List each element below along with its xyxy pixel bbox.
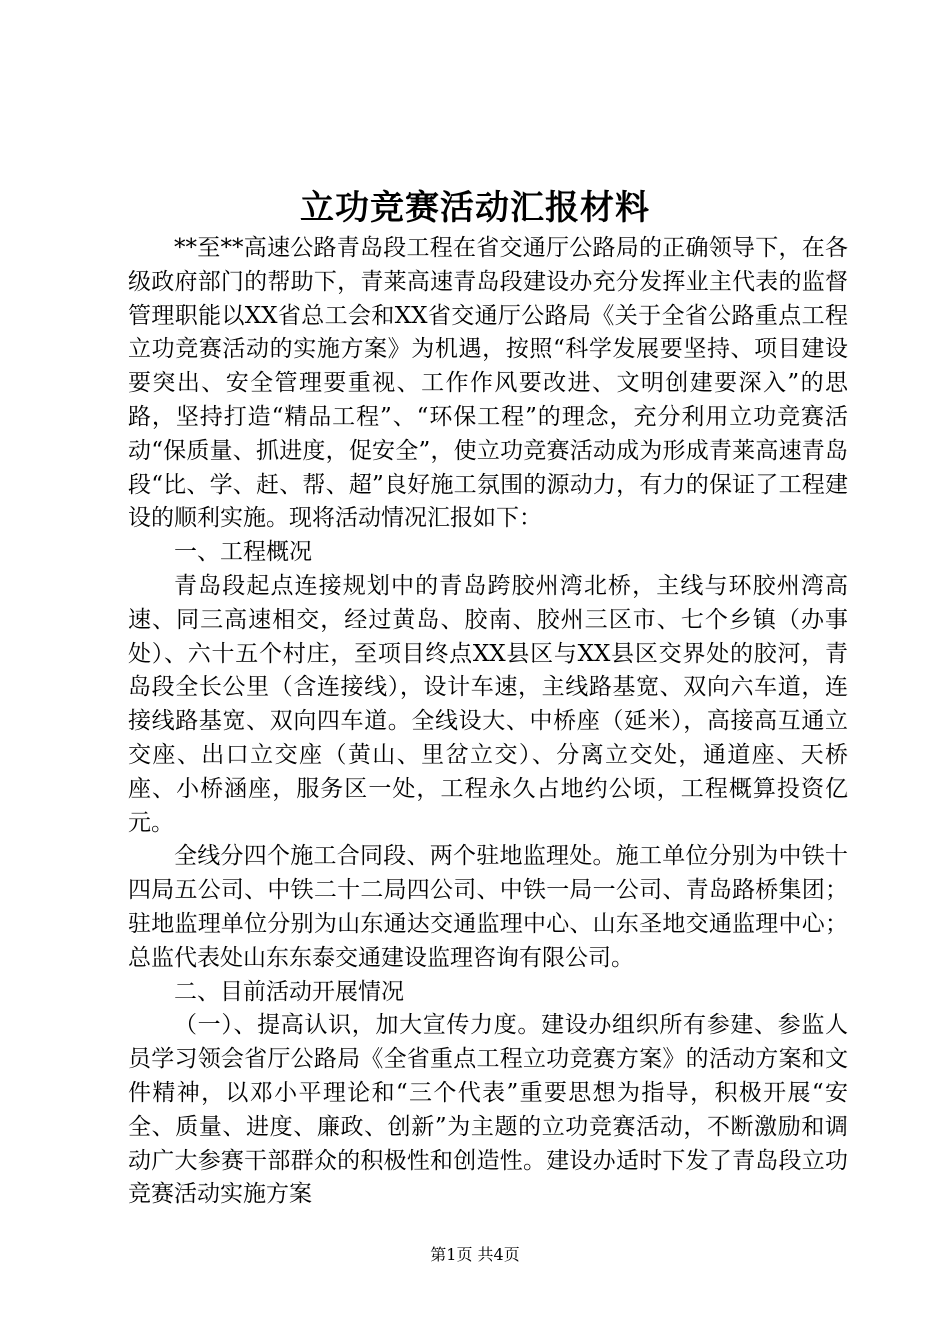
overview-paragraph: 青岛段起点连接规划中的青岛跨胶州湾北桥，主线与环胶州湾高速、同三高速相交，经过黄岛、胶南、胶州三区市、七个乡镇（办事处）、六十五个村庄，至项目终点XX县区与XX县区交界处的胶河，青岛段全长公里（含连接线），设计车速，主线路基宽、双向六车道，连接线路基宽、双向四车道。全线设大、中桥座（延米），高接高互通立交座、出口立交座（黄山、里岔立交）、分离立交处，通道座、天桥座、小桥涵座，服务区一处，工程永久占地约公顷，工程概算投资亿元。 xyxy=(128,572,848,836)
page-footer: 第1页 共4页 xyxy=(430,1245,520,1264)
activities-paragraph: （一）、提高认识，加大宣传力度。建设办组织所有参建、参监人员学习领会省厅公路局《全省重点工程立功竞赛方案》的活动方案和文件精神，以邓小平理论和“三个代表”重要思想为指导，积极开展“安全、质量、进度、廉政、创新”为主题的立功竞赛活动，不断激励和调动广大参赛干部群众的积极性和创造性。建设办适时下发了青岛段立功竞赛活动实施方案 xyxy=(128,1012,848,1208)
document-title: 立功竞赛活动汇报材料 xyxy=(300,188,650,228)
section-heading-activities: 二、目前活动开展情况 xyxy=(174,978,404,1005)
intro-paragraph: **至**高速公路青岛段工程在省交通厅公路局的正确领导下，在各级政府部门的帮助下，青莱高速青岛段建设办充分发挥业主代表的监督管理职能以XX省总工会和XX省交通厅公路局《关于全省公路重点工程立功竞赛活动的实施方案》为机遇，按照“科学发展要坚持、项目建设要突出、安全管理要重视、工作作风要改进、文明创建要深入”的思路，坚持打造“精品工程”、“环保工程”的理念，充分利用立功竞赛活动“保质量、抓进度，促安全”，使立功竞赛活动成为形成青莱高速青岛段“比、学、赶、帮、超”良好施工氛围的源动力，有力的保证了工程建设的顺利实施。现将活动情况汇报如下： xyxy=(128,235,848,532)
document-body xyxy=(128,232,848,1212)
section-heading-overview: 一、工程概况 xyxy=(174,539,312,566)
contractors-paragraph: 全线分四个施工合同段、两个驻地监理处。施工单位分别为中铁十四局五公司、中铁二十二局四公司、中铁一局一公司、青岛路桥集团；驻地监理单位分别为山东通达交通监理中心、山东圣地交通监理中心；总监代表处山东东泰交通建设监理咨询有限公司。 xyxy=(128,843,848,971)
